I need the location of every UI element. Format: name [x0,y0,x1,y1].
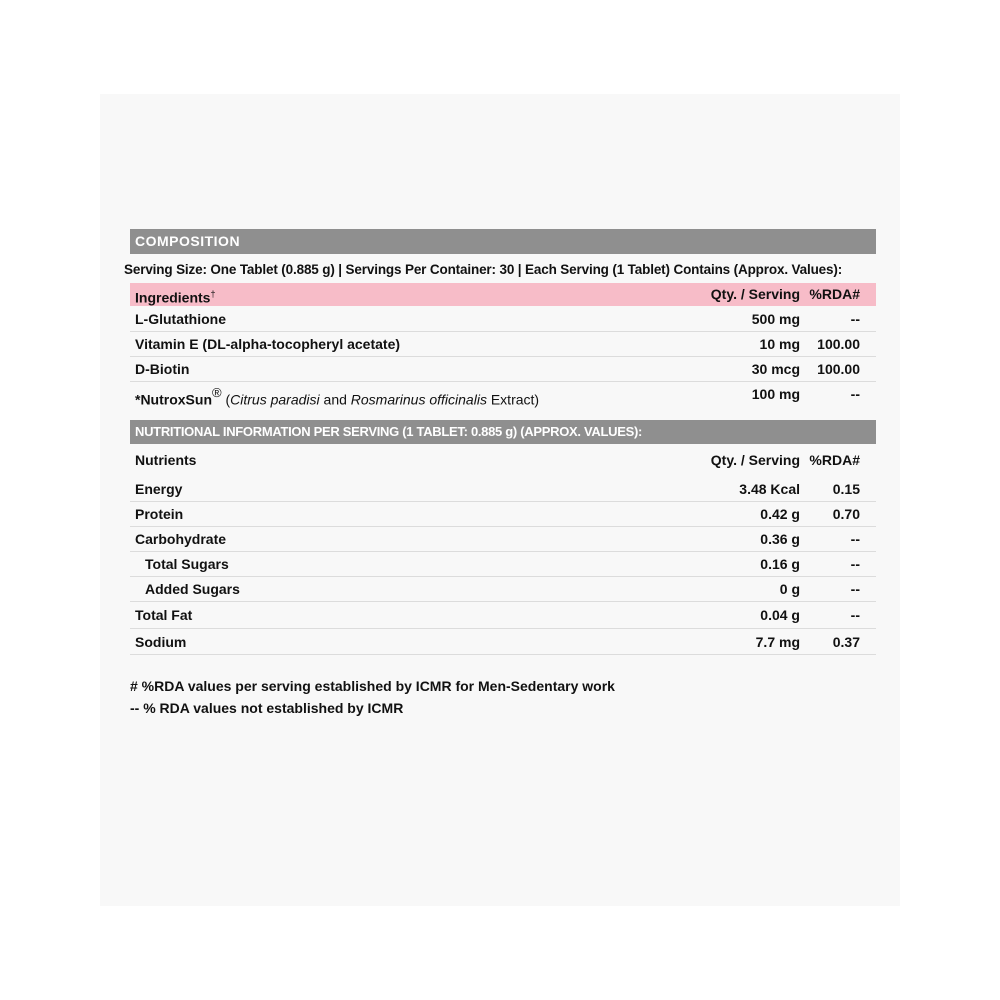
nutrients-header-label: Nutrients [135,452,197,468]
footnote-rda: # %RDA values per serving established by ICMR for Men-Sedentary work [130,678,615,694]
nutrient-name: Total Sugars [145,556,229,572]
ingredients-header-label: Ingredients† [135,289,216,306]
composition-title: COMPOSITION [130,229,876,254]
nutrition-title: NUTRITIONAL INFORMATION PER SERVING (1 TABLET: 0.885 g) (APPROX. VALUES): [130,420,876,444]
nutrient-name: Protein [135,506,184,522]
ingredient-name: *NutroxSun® (Citrus paradisi and Rosmarinus officinalis Extract) [135,385,540,408]
ingredient-rda: 100.00 [817,336,860,352]
ingredient-qty: 10 mg [759,336,800,352]
ingredient-name: Vitamin E (DL-alpha-tocopheryl acetate) [135,336,401,352]
footnote-not-established: -- % RDA values not established by ICMR [130,700,404,716]
nutrient-row [130,527,876,552]
nutrient-rda: -- [850,531,860,547]
nutrient-row [130,577,876,602]
nutrient-qty: 0.42 g [760,506,800,522]
nutrient-qty: 0.36 g [760,531,800,547]
ingredient-qty: 100 mg [751,386,800,402]
nutrient-rda: 0.37 [832,634,860,650]
ingredient-row [130,307,876,332]
ingredient-name: L-Glutathione [135,311,226,327]
ingredient-row [130,382,876,407]
ingredient-row [130,357,876,382]
nutrient-row [130,630,876,655]
nutrient-name: Carbohydrate [135,531,227,547]
rda-header: %RDA# [809,286,860,302]
qty-header: Qty. / Serving [710,286,800,302]
ingredient-rda: -- [850,386,860,402]
ingredient-name: D-Biotin [135,361,190,377]
nutrient-qty: 0.16 g [760,556,800,572]
nutrient-row [130,477,876,502]
serving-info: Serving Size: One Tablet (0.885 g) | Servings Per Container: 30 | Each Serving (1 Tablet) Contains (Approx. Values): [124,262,843,277]
nutrient-rda: -- [850,607,860,623]
ingredient-rda: -- [850,311,860,327]
nutrient-rda: 0.70 [832,506,860,522]
rda-header: %RDA# [809,452,860,468]
ingredients-header [130,283,876,306]
nutrient-name: Energy [135,481,183,497]
ingredient-rda: 100.00 [817,361,860,377]
ingredient-row [130,332,876,357]
nutrient-qty: 0.04 g [760,607,800,623]
nutrient-qty: 3.48 Kcal [739,481,800,497]
nutrient-name: Total Fat [135,607,193,623]
nutrient-row [130,552,876,577]
ingredient-qty: 500 mg [751,311,800,327]
nutrient-row [130,502,876,527]
ingredient-qty: 30 mcg [751,361,800,377]
nutrient-row [130,602,876,629]
nutrient-qty: 0 g [779,581,800,597]
qty-header: Qty. / Serving [710,452,800,468]
nutrient-rda: -- [850,581,860,597]
nutrient-rda: -- [850,556,860,572]
nutrient-qty: 7.7 mg [755,634,800,650]
nutrient-name: Added Sugars [145,581,240,597]
nutrient-name: Sodium [135,634,187,650]
nutrients-header [130,447,876,474]
nutrient-rda: 0.15 [832,481,860,497]
